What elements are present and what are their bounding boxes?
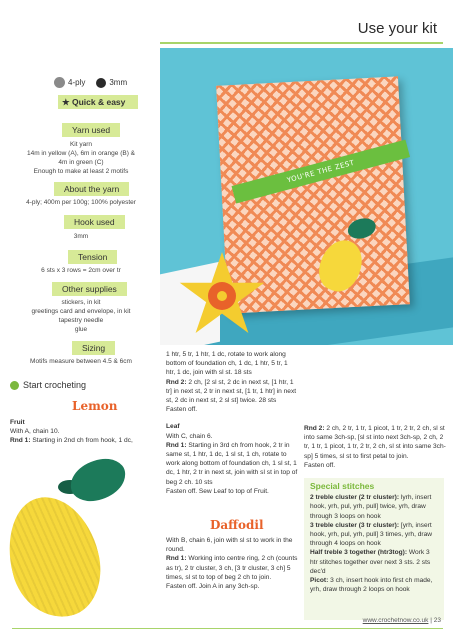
fruit-label: Fruit <box>10 419 25 426</box>
leaf-label: Leaf <box>166 423 180 431</box>
yarn-line: Enough to make at least 2 motifs <box>33 168 129 175</box>
special-stitches-box <box>304 478 444 620</box>
rnd-label: Rnd 2: <box>166 378 187 386</box>
star-icon: ★ <box>62 97 70 107</box>
page-header-title: Use your kit <box>357 20 437 37</box>
sizing-line: Motifs measure between 4.5 & 6cm <box>30 358 132 365</box>
sizing-heading: Sizing <box>72 341 115 355</box>
footer-url[interactable]: www.crochetnow.co.uk <box>362 617 429 624</box>
hook-used-body <box>6 232 156 241</box>
stitch-label: 3 treble cluster (3 tr cluster): <box>310 521 400 529</box>
rnd-text: Starting in 3rd ch from hook, 2 tr in same st, 1 htr, 1 dc, 1 sl st, 1 ch, rotate to work along bottom of foundation ch, 1 sl st, 1 dc, 1 htr, 2 tr in next st, join with sl st in top of beg 2 ch. 10 sts <box>166 441 298 486</box>
ply-label: 4-ply <box>68 78 86 87</box>
ply-hook-row <box>54 77 127 88</box>
yarn-ball-icon <box>54 77 65 88</box>
lemon-rnd1-cont: 1 htr, 5 tr, 1 htr, 1 dc, rotate to work along bottom of foundation ch, 1 dc, 1 htr, 5 tr, 1 htr, 1 dc, join with sl st. 18 sts <box>166 351 288 377</box>
footer <box>363 617 441 624</box>
stitch-label: Half treble 3 together (htr3tog): <box>310 549 408 557</box>
card-lemon-motif <box>312 234 369 297</box>
footer-divider <box>12 628 443 629</box>
about-yarn-line: 4-ply; 400m per 100g; 100% polyester <box>26 199 136 206</box>
greeting-card <box>216 76 410 313</box>
stitch-text: 3 ch, insert hook into first ch made, yrh, draw through 2 loops on hook <box>310 577 433 594</box>
supply-line: tapestry needle <box>58 317 104 324</box>
fruit-line: With A, chain 10. <box>10 428 60 436</box>
rnd-text: 2 ch, 2 tr, 1 tr, 1 picot, 1 tr, 2 tr, 2 ch, sl st into same 3ch-sp, [sl st into next 3ch-sp, 2 ch, 2 tr, 1 tr, 1 picot, 1 tr, 2 tr, 2 ch, sl st into same 3ch-sp] 5 times, sl st to first petal to join. <box>304 425 446 460</box>
lemon-title: Lemon <box>72 399 118 413</box>
difficulty-label: Quick & easy <box>72 97 126 107</box>
fasten-off: Fasten off. Join A in any 3ch-sp. <box>166 583 260 591</box>
rnd-label: Rnd 2: <box>304 425 325 432</box>
rnd-label: Rnd 1: <box>166 555 187 563</box>
supply-line: greetings card and envelope, in kit <box>31 308 131 315</box>
rnd-text: Working into centre ring, 2 ch (counts as tr), 2 tr cluster, 3 ch, [3 tr cluster, 3 ch] 5 times, sl st to top of beg 2 ch to join. <box>166 555 298 581</box>
right-instructions <box>304 424 446 470</box>
supply-line: stickers, in kit <box>61 299 101 306</box>
hook-used-line: 3mm <box>73 233 89 240</box>
page-number: 23 <box>433 617 441 624</box>
yarn-line: Kit yarn <box>69 141 93 148</box>
rnd-label: Rnd 1: <box>166 441 187 449</box>
hook-icon <box>96 78 106 88</box>
hook-label: 3mm <box>109 78 128 87</box>
daffodil-title: Daffodil <box>210 518 264 532</box>
rnd-label: Rnd 1: <box>10 437 31 445</box>
about-yarn-heading: About the yarn <box>54 182 129 196</box>
card-banner: YOU'RE THE ZEST <box>232 140 411 204</box>
fasten-off: Fasten off. <box>304 461 336 469</box>
stitch-label: 2 treble cluster (2 tr cluster): <box>310 494 400 502</box>
lemon-motif-photo <box>0 450 140 640</box>
stitch-text: Work 3 htr stitches together over next 3 sts. 2 sts dec'd <box>310 549 431 575</box>
supply-line: glue <box>74 326 88 333</box>
stitch-text: lyrh, insert hook, yrh, pul, yrh, pull] twice, yrh, draw through 3 loops on hook <box>310 494 432 520</box>
yarn-used-heading: Yarn used <box>62 123 120 137</box>
about-yarn-body <box>6 198 156 207</box>
other-supplies-body <box>6 298 156 334</box>
bullet-icon <box>10 381 19 390</box>
difficulty-badge <box>62 97 125 108</box>
sizing-body <box>6 357 156 366</box>
lemon-body <box>0 487 111 627</box>
lemon-instructions <box>10 418 160 446</box>
daffodil-center <box>217 291 227 301</box>
card-leaf-motif <box>347 218 376 239</box>
special-title: Special stitches <box>310 481 375 491</box>
stitch-label: Picot: <box>310 577 329 585</box>
tension-body <box>6 266 156 275</box>
rnd-text: 2 ch, [2 sl st, 2 dc in next st, [1 htr, 1 tr] in next st, 2 tr in next st, [1 tr, 1 htr] in next st, 2 dc in next st, 2 sl st] twice. 28 sts <box>166 378 297 405</box>
daffodil-instructions <box>166 536 298 591</box>
yarn-line: 4m in green (C) <box>58 159 104 166</box>
stitch-text: [yrh, insert hook, yrh, pul, yrh, pull] 3 times, yrh, draw through 4 loops on hook <box>310 521 433 548</box>
footer-separator: | <box>430 617 432 624</box>
lemon-leaf <box>67 455 129 504</box>
middle-instructions <box>166 350 298 496</box>
leaf-fasten: Fasten off. Sew Leaf to top of Fruit. <box>166 487 269 495</box>
other-supplies-heading: Other supplies <box>52 282 127 296</box>
rnd-text: Starting in 2nd ch from hook, 1 dc, <box>32 437 133 445</box>
tension-line: 6 sts x 3 rows = 2cm over tr <box>41 267 121 274</box>
daffodil-intro: With B, chain 6, join with sl st to work in the round. <box>166 537 293 554</box>
leaf-line: With C, chain 6. <box>166 432 213 440</box>
hook-used-heading: Hook used <box>64 215 125 229</box>
tension-heading: Tension <box>68 250 117 264</box>
fasten-off: Fasten off. <box>166 406 198 414</box>
start-crocheting <box>10 380 86 390</box>
start-label: Start crocheting <box>23 380 87 390</box>
header-divider <box>160 42 443 44</box>
yarn-used-body <box>6 140 156 176</box>
yarn-line: 14m in yellow (A), 6m in orange (B) & <box>26 150 135 157</box>
